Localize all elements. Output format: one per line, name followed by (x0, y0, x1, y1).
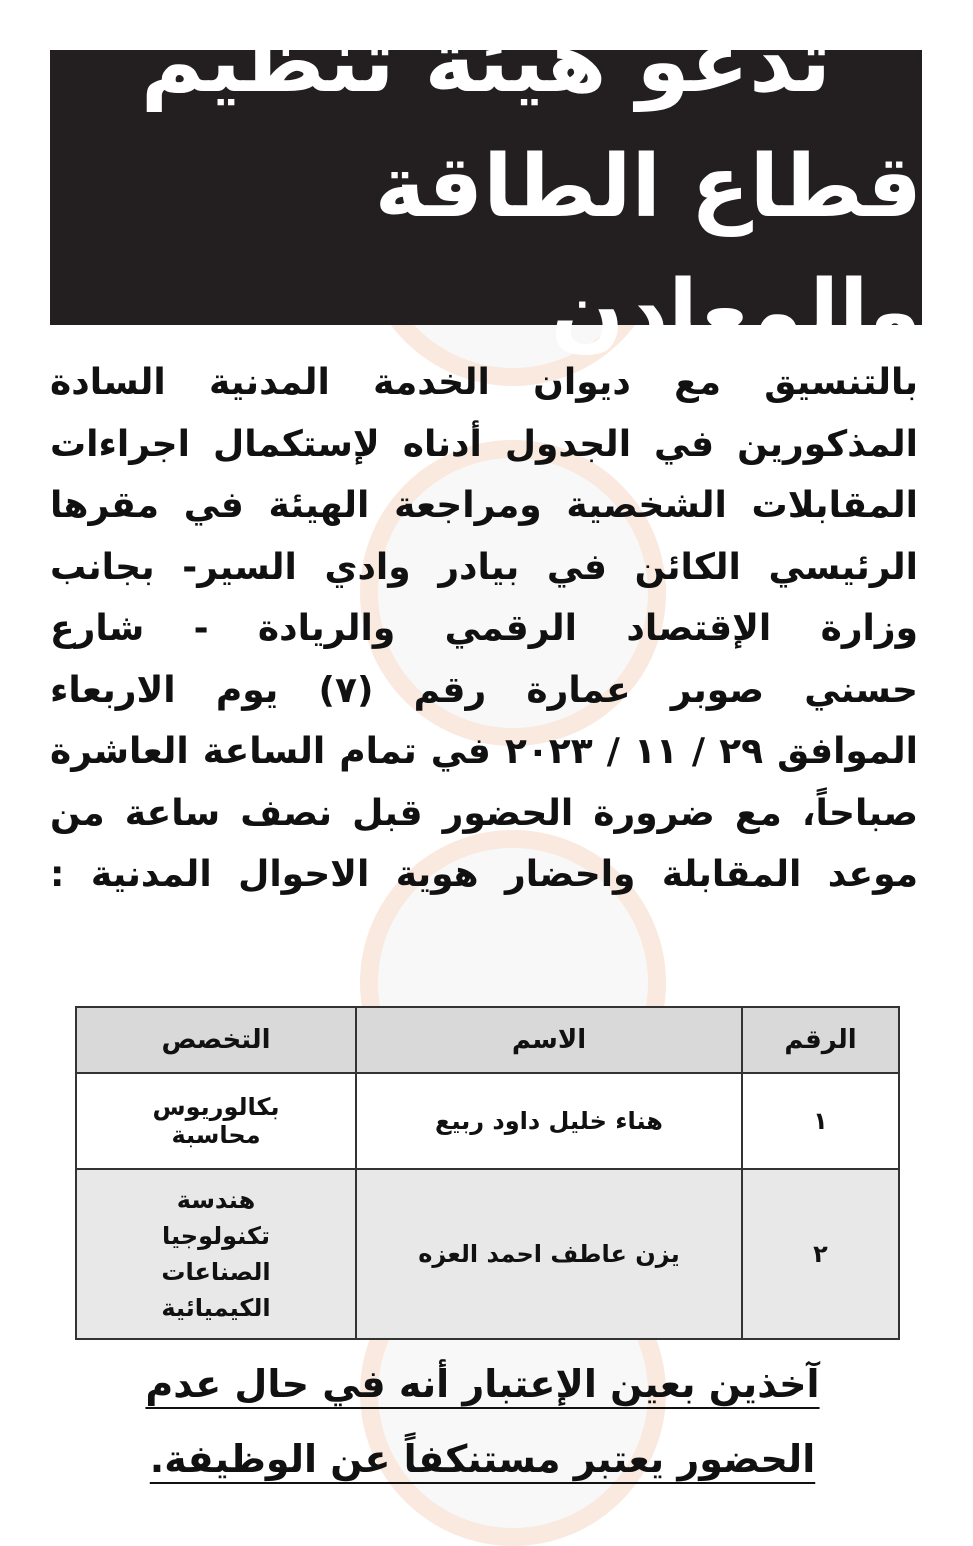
header-specialty: التخصص (76, 1007, 356, 1073)
cell-number: ١ (742, 1073, 899, 1169)
body-line: الموافق ٢٩ / ١١ / ٢٠٢٣ في تمام الساعة العاشرة (50, 731, 918, 772)
cell-specialty: هندسة تكنولوجيا الصناعات الكيميائية (76, 1169, 356, 1339)
title-banner (50, 12, 922, 362)
table-header-row (76, 1007, 899, 1073)
body-line: الرئيسي الكائن في بيادر وادي السير- بجانب (50, 546, 918, 588)
cell-name: يزن عاطف احمد العزه (356, 1169, 742, 1339)
body-line: وزارة الإقتصاد الرقمي والريادة - شارع (50, 608, 918, 649)
announcement-body (50, 352, 918, 906)
cell-specialty: بكالوريوس محاسبة (76, 1073, 356, 1169)
header-name: الاسم (356, 1007, 742, 1073)
table-row (76, 1169, 899, 1339)
body-line: موعد المقابلة واحضار هوية الاحوال المدنية : (50, 854, 918, 895)
footer-line-1: آخذين بعين الإعتبار أنه في حال عدم (145, 1362, 820, 1406)
body-line: بالتنسيق مع ديوان الخدمة المدنية السادة (50, 362, 918, 403)
title-line-2: قطاع الطاقة والمعادن (374, 137, 922, 362)
table-row (76, 1073, 899, 1169)
header-number: الرقم (742, 1007, 899, 1073)
cell-name: هناء خليل داود ربيع (356, 1073, 742, 1169)
body-line: صباحاً، مع ضرورة الحضور قبل نصف ساعة من (50, 792, 918, 834)
footer-line-2: الحضور يعتبر مستنكفاً عن الوظيفة. (149, 1437, 816, 1481)
title-line-1: تدعو هيئة تنظيم (140, 12, 832, 112)
candidates-table (75, 1006, 900, 1340)
body-line: المقابلات الشخصية ومراجعة الهيئة في مقرها (50, 485, 918, 526)
body-line: حسني صوبر عمارة رقم (٧) يوم الاربعاء (50, 669, 918, 711)
cell-number: ٢ (742, 1169, 899, 1339)
body-line: المذكورين في الجدول أدناه لإستكمال اجراءات (50, 423, 918, 465)
